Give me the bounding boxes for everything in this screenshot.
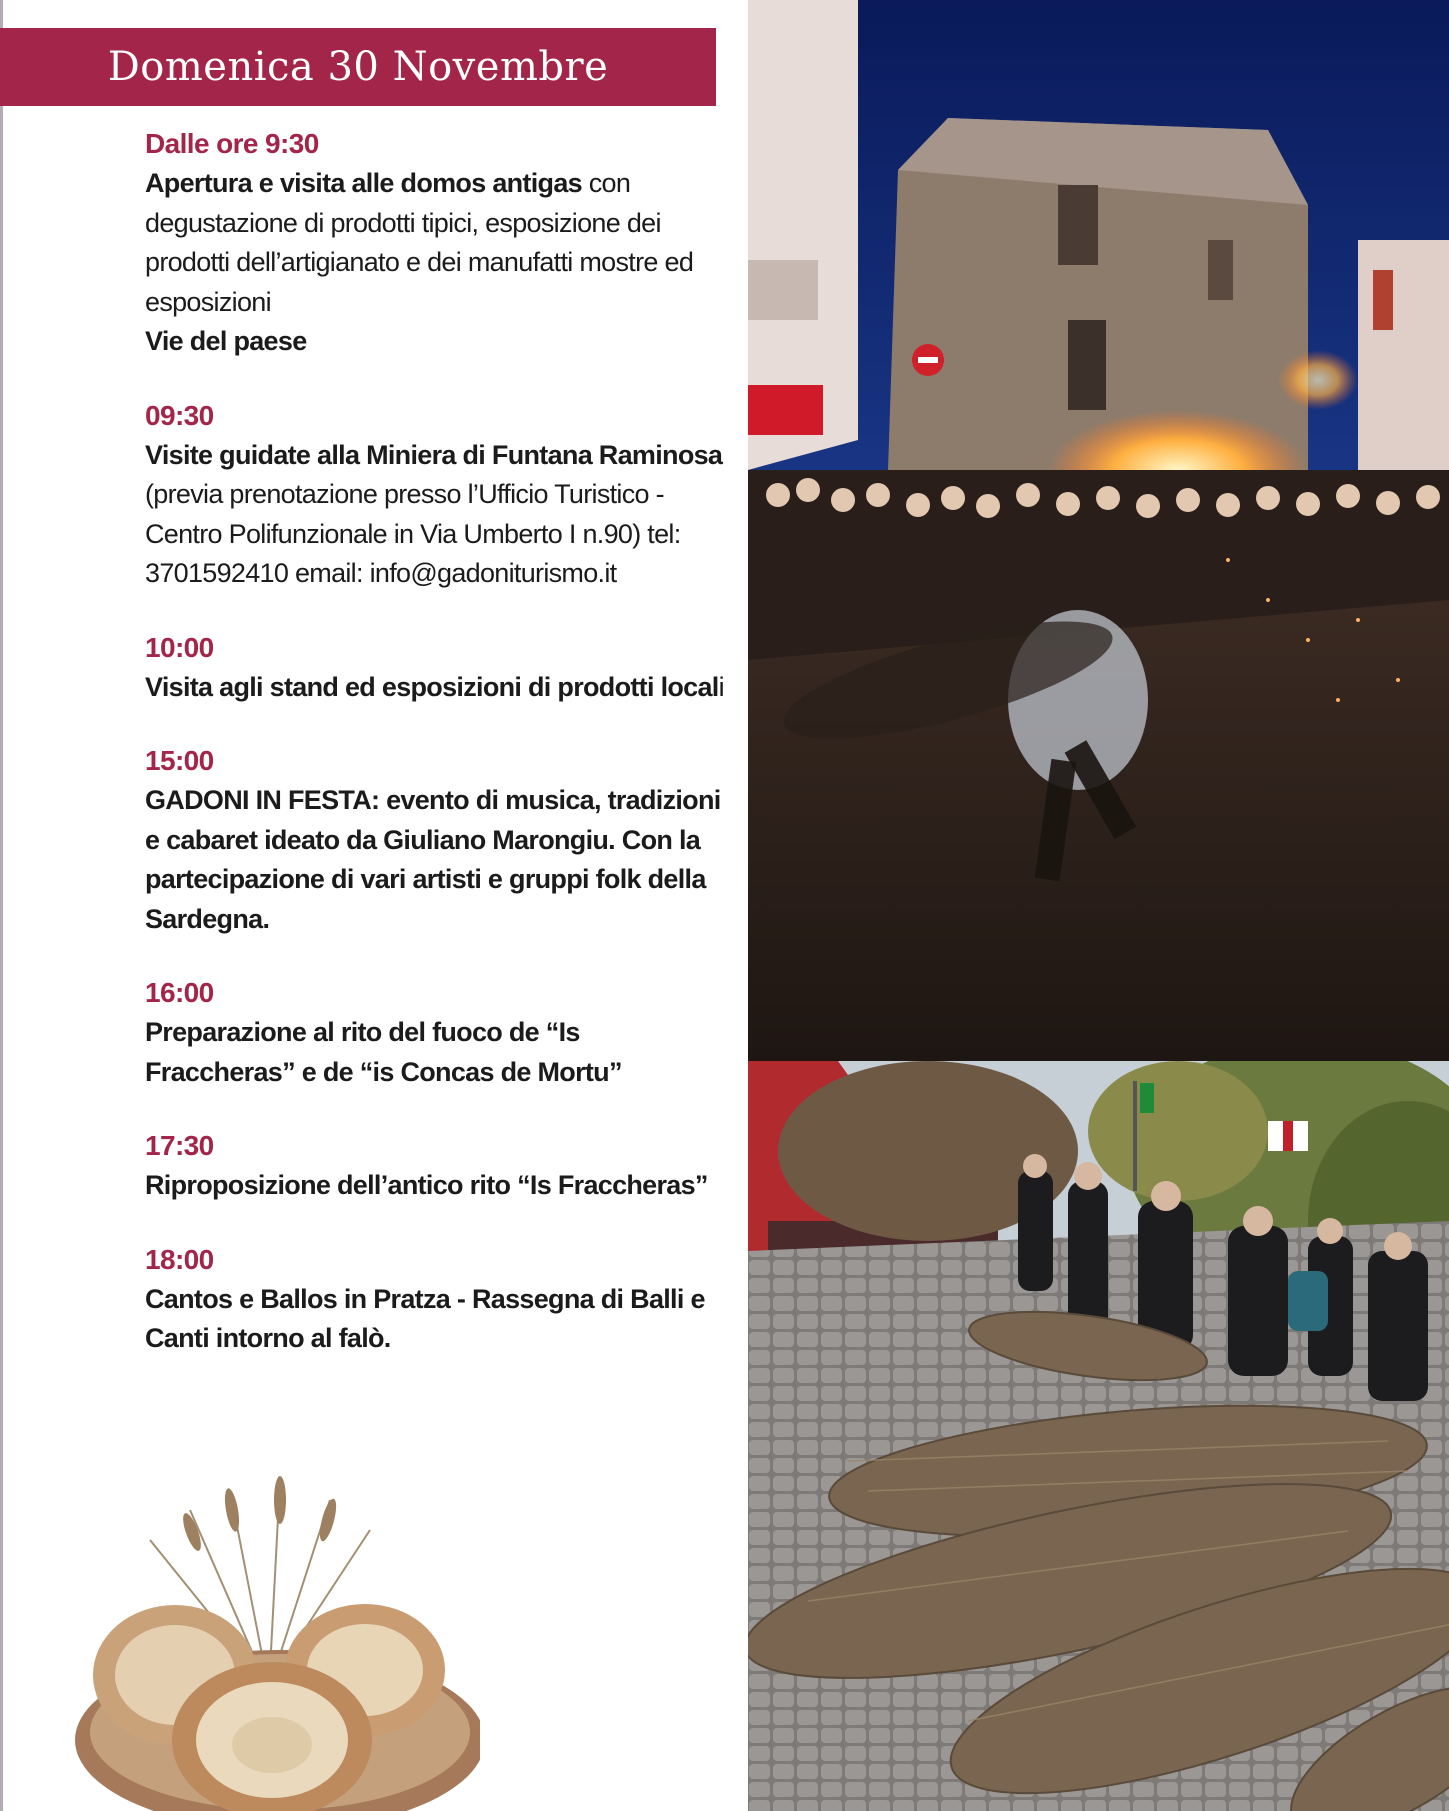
entry-title: Preparazione al rito del fuoco de “Is Fraccheras” e de “is Concas de Mortu” [145, 1017, 622, 1087]
schedule-entry [145, 124, 735, 362]
entry-title: Visite guidate alla Miniera di Funtana Raminosa [145, 439, 723, 470]
schedule-entry [145, 1240, 735, 1359]
schedule-list [145, 124, 735, 1393]
schedule-entry [145, 973, 735, 1092]
schedule-entry [145, 628, 735, 708]
entry-description [145, 1280, 735, 1359]
bread-basket-image [40, 1470, 480, 1811]
entry-description [145, 668, 735, 708]
entry-time: 16:00 [145, 977, 214, 1008]
entry-text: (previa prenotazione presso l’Ufficio Turistico - Centro Polifunzionale in Via Umberto I n.90) tel: 3701592410 email: info@gadoniturismo.it [145, 479, 681, 588]
schedule-entry [145, 396, 735, 594]
entry-time: Dalle ore 9:30 [145, 128, 319, 159]
page-edge-line [0, 0, 3, 1811]
entry-title: Riproposizione dell’antico rito “Is Fraccheras” [145, 1170, 708, 1200]
entry-time: 10:00 [145, 631, 214, 663]
entry-description [145, 1013, 735, 1092]
entry-time: 17:30 [145, 1130, 214, 1161]
entry-description [145, 781, 735, 939]
entry-location: Vie del paese [145, 326, 307, 356]
entry-description [145, 436, 735, 594]
entry-time: 09:30 [145, 399, 214, 431]
date-header-title: Domenica 30 Novembre [107, 44, 609, 90]
entry-title: GADONI IN FESTA: evento di musica, tradizioni e cabaret ideato da Giuliano Marongiu. Con la partecipazione di vari artisti e gruppi folk della Sardegna. [145, 785, 721, 934]
entry-description [145, 1166, 735, 1206]
entry-time: 18:00 [145, 1243, 214, 1275]
entry-title: Visita agli stand ed esposizioni di prodotti local [145, 671, 719, 702]
entry-text: i [718, 671, 724, 702]
fraccheras-day-photo [748, 1061, 1449, 1811]
date-header-band [0, 28, 716, 106]
entry-title: Apertura e visita alle domos antigas [145, 168, 582, 198]
schedule-entry [145, 1126, 735, 1206]
schedule-entry [145, 741, 735, 939]
entry-text: con degustazione di prodotti tipici, esposizione dei prodotti dell’artigianato e dei manufatti mostre ed esposizioni [145, 168, 694, 317]
entry-description [145, 164, 735, 362]
entry-title: Cantos e Ballos in Pratza - Rassegna di Balli e Canti intorno al falò. [145, 1283, 705, 1353]
entry-time: 15:00 [145, 745, 214, 776]
festival-night-photo [748, 0, 1449, 1061]
